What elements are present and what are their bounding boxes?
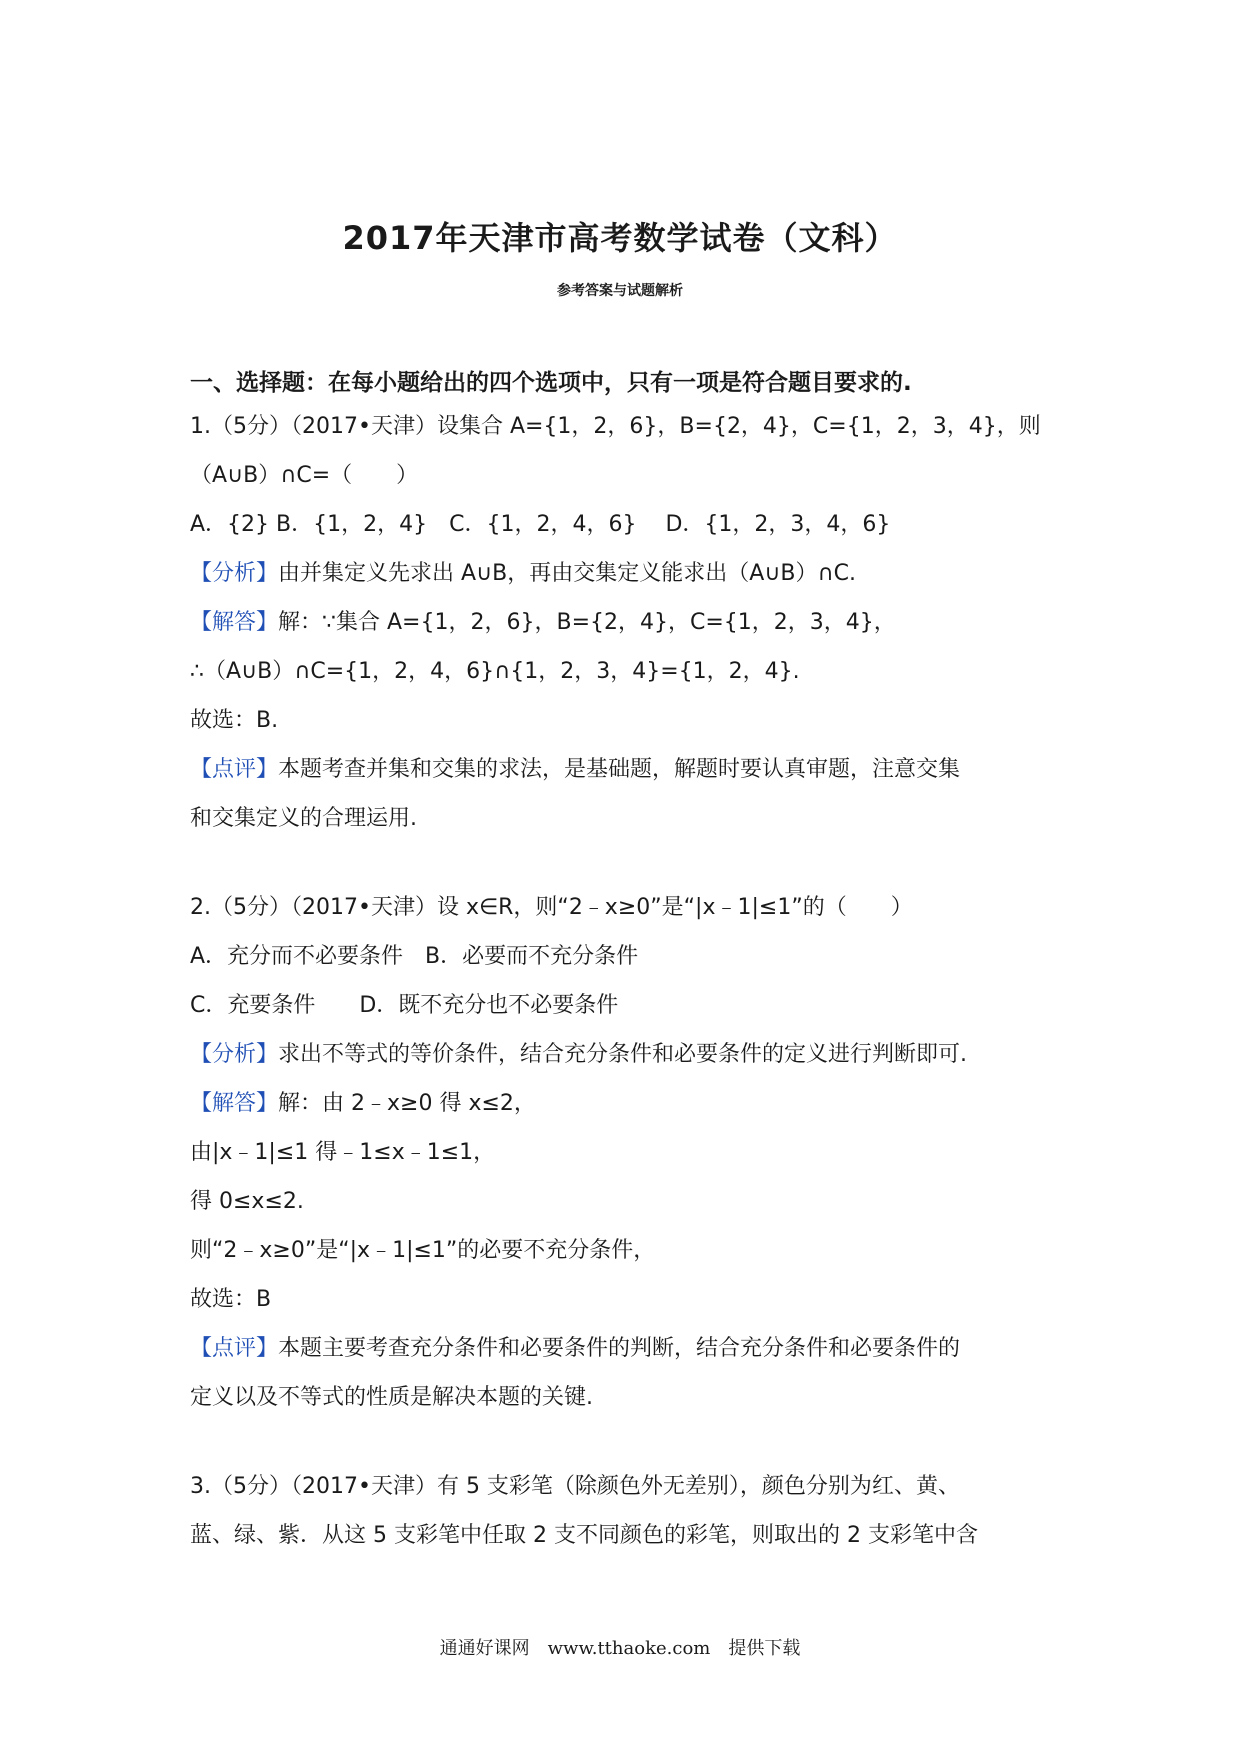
q2-options-line-2: C．充要条件 D．既不充分也不必要条件 [190,993,619,1018]
q2-analysis [190,1040,1070,1070]
document-subtitle: 参考答案与试题解析 [557,283,683,299]
analysis-tag: 【分析】 [190,1042,279,1067]
document-title: 2017年天津市高考数学试卷（文科） [342,219,898,257]
solution-tag: 【解答】 [190,610,279,635]
q1-analysis-text: 由并集定义先求出 A∪B，再由交集定义能求出（A∪B）∩C. [278,561,856,586]
comment-tag: 【点评】 [190,757,279,782]
q1-comment-text-1: 本题考查并集和交集的求法，是基础题，解题时要认真审题，注意交集 [278,757,961,782]
q2-solution-line-2: 由|x﹣1|≤1 得﹣1≤x﹣1≤1， [190,1140,496,1165]
q1-stem-line-1: 1.（5分）（2017•天津）设集合 A={1，2，6}，B={2，4}，C={1，2，3，4}，则 [190,414,1041,439]
q2-analysis-text: 求出不等式的等价条件，结合充分条件和必要条件的定义进行判断即可. [278,1042,968,1067]
q2-solution-text-1: 解：由 2﹣x≥0 得 x≤2， [278,1091,536,1116]
q1-solution-text-1: 解：∵集合 A={1，2，6}，B={2，4}，C={1，2，3，4}， [278,610,896,635]
question-spacer [190,1432,1070,1472]
question-2 [190,893,1070,1413]
q3-stem-line-2: 蓝、绿、紫．从这 5 支彩笔中任取 2 支不同颜色的彩笔，则取出的 2 支彩笔中含 [190,1523,978,1548]
question-1 [190,412,1070,834]
document-body [190,368,1070,1570]
q1-comment-line-1 [190,755,1070,785]
analysis-tag: 【分析】 [190,561,279,586]
q2-stem: 2.（5分）（2017•天津）设 x∈R，则“2﹣x≥0”是“|x﹣1|≤1”的（ ） [190,895,913,920]
q2-solution-line-4: 则“2﹣x≥0”是“|x﹣1|≤1”的必要不充分条件， [190,1238,656,1263]
q2-options-line-1: A．充分而不必要条件 B．必要而不充分条件 [190,944,639,969]
q1-answer: 故选：B. [190,708,279,733]
q2-comment-line-1 [190,1334,1070,1364]
q2-comment-line-2: 定义以及不等式的性质是解决本题的关键. [190,1385,593,1410]
question-spacer [190,853,1070,893]
q1-analysis [190,559,1070,589]
q2-answer: 故选：B [190,1287,272,1312]
question-3 [190,1472,1070,1551]
comment-tag: 【点评】 [190,1336,279,1361]
q1-comment-line-2: 和交集定义的合理运用. [190,806,417,831]
q1-options: A．{2} B．{1，2，4} C．{1，2，4，6} D．{1，2，3，4，6} [190,512,891,537]
page-footer: 通通好课网 www.tthaoke.com 提供下载 [439,1638,801,1659]
section-heading: 一、选择题：在每小题给出的四个选项中，只有一项是符合题目要求的. [190,370,912,396]
q1-stem-line-2: （A∪B）∩C=（ ） [190,463,419,488]
q2-solution-line-1 [190,1089,1070,1119]
q1-solution-line-1 [190,608,1070,638]
q1-solution-line-2: ∴（A∪B）∩C={1，2，4，6}∩{1，2，3，4}={1，2，4}. [190,659,800,684]
q2-solution-line-3: 得 0≤x≤2. [190,1189,304,1214]
solution-tag: 【解答】 [190,1091,279,1116]
q2-comment-text-1: 本题主要考查充分条件和必要条件的判断，结合充分条件和必要条件的 [278,1336,961,1361]
q3-stem-line-1: 3.（5分）（2017•天津）有 5 支彩笔（除颜色外无差别），颜色分别为红、黄、 [190,1474,960,1499]
